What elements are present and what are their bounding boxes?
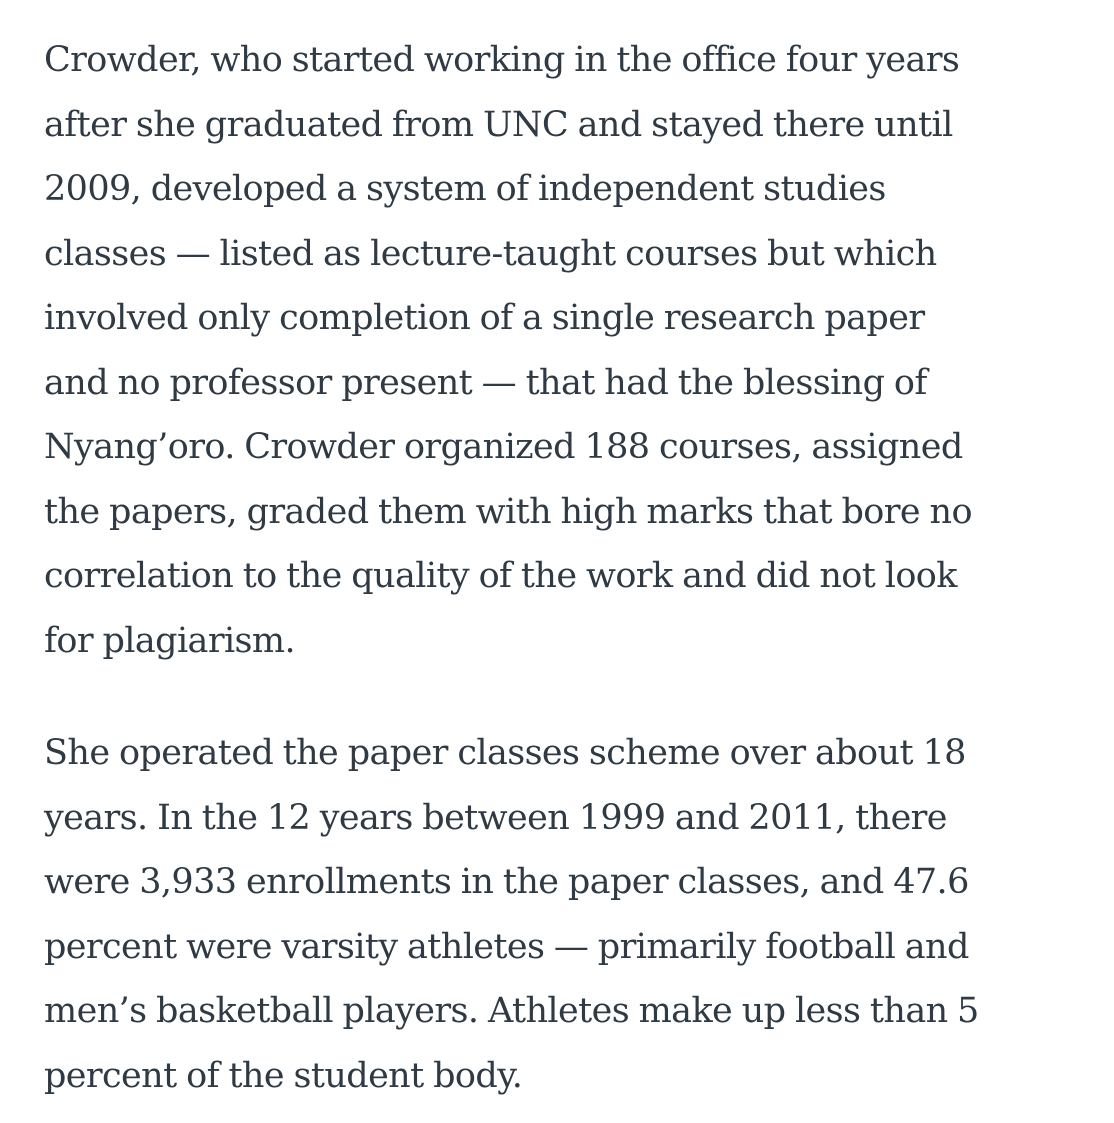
paragraph-line: She operated the paper classes scheme over about 18 (44, 733, 966, 773)
paragraph-line: 2009, developed a system of independent studies (44, 169, 886, 209)
paragraph-line: years. In the 12 years between 1999 and 2011, there (44, 797, 947, 838)
paragraph-line: men’s basketball players. Athletes make up less than 5 (44, 991, 979, 1031)
paragraph-line: the papers, graded them with high marks that bore no (44, 491, 972, 532)
paragraph-line: involved only completion of a single research paper (44, 298, 925, 338)
paragraph-2 (44, 721, 1074, 1108)
paragraph-line: after she graduated from UNC and stayed there until (44, 104, 953, 145)
paragraph-line: and no professor present — that had the blessing of (44, 362, 927, 403)
paragraph-line: Nyang’oro. Crowder organized 188 courses, assigned (44, 427, 963, 467)
paragraph-1 (44, 28, 1074, 673)
paragraph-line: percent were varsity athletes — primarily football and (44, 926, 969, 967)
paragraph-line: percent of the student body. (44, 1055, 523, 1096)
paragraph-line: were 3,933 enrollments in the paper classes, and 47.6 (44, 862, 969, 902)
paragraph-line: for plagiarism. (44, 620, 296, 661)
paragraph-line: classes — listed as lecture-taught courses but which (44, 233, 937, 274)
paragraph-line: correlation to the quality of the work and did not look (44, 556, 957, 596)
paragraph-line: Crowder, who started working in the office four years (44, 40, 960, 80)
article-body (44, 28, 1074, 1108)
